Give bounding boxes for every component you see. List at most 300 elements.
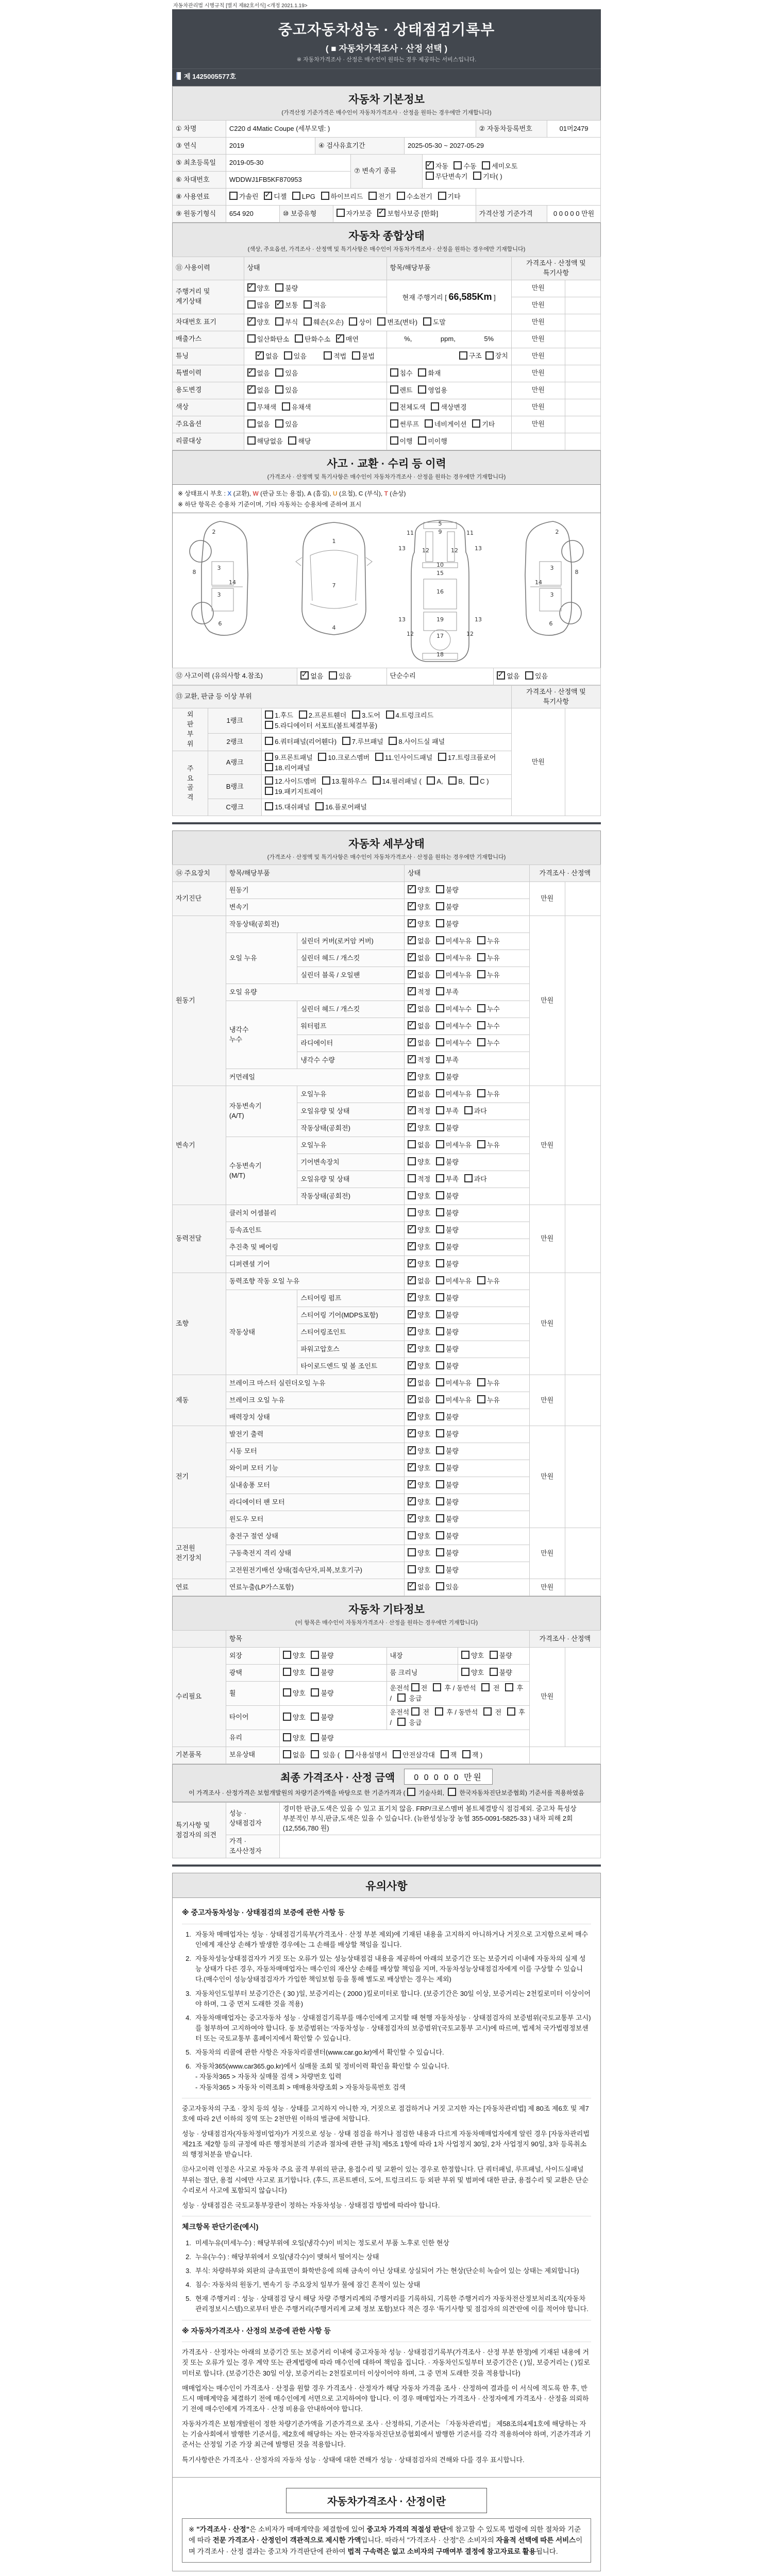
checkbox-cell[interactable]: ✓ 양호 불량 [405,1120,529,1137]
checkbox-unchecked[interactable] [438,192,446,200]
checkbox-checked[interactable] [336,334,344,343]
checkbox-cell[interactable]: ✓ 양호 불량 [405,1511,529,1528]
checkbox-unchecked[interactable] [311,1750,319,1758]
checkbox-checked[interactable] [408,987,416,995]
checkbox-unchecked[interactable] [299,710,307,719]
checkbox-unchecked[interactable] [368,192,377,200]
checkbox-unchecked[interactable] [436,1259,444,1267]
checkbox-cell[interactable]: ✓ 양호 불량 [405,899,529,916]
checkbox-cell[interactable]: ✓ 없음 미세누수 누수 [405,1001,529,1018]
checkbox-unchecked[interactable] [436,970,444,978]
checkbox-unchecked[interactable] [427,776,435,785]
checkbox-cell[interactable]: ✓ 없음 미세누유 누유 [405,1392,529,1409]
checkbox-unchecked[interactable] [436,1208,444,1216]
checkbox-unchecked[interactable] [411,1683,419,1691]
checkbox-checked[interactable] [408,902,416,910]
checkbox-unchecked[interactable] [436,1191,444,1199]
checkbox-unchecked[interactable] [247,419,256,428]
checkbox-unchecked[interactable] [426,172,434,180]
checkbox-unchecked[interactable] [247,300,256,309]
checkbox-checked[interactable] [408,1021,416,1029]
checkbox-unchecked[interactable] [436,1038,444,1046]
checkbox-checked[interactable] [408,1038,416,1046]
checkbox-unchecked[interactable] [324,351,332,360]
checkbox-unchecked[interactable] [436,1140,444,1148]
checkbox-checked[interactable] [377,209,385,217]
checkbox-cell[interactable]: ✓ 양호 불량 [405,1290,529,1307]
checkbox-unchecked[interactable] [436,1106,444,1114]
checkbox-cell[interactable]: 양호 불량 [405,1205,529,1222]
checkbox-checked[interactable] [247,368,256,377]
checkbox-cell[interactable]: ✓ 양호 불량 [405,1409,529,1426]
checkbox-unchecked[interactable] [436,1089,444,1097]
checkbox-unchecked[interactable] [473,172,481,180]
checkbox-checked[interactable] [408,970,416,978]
checkbox-checked[interactable] [408,1072,416,1080]
checkbox-unchecked[interactable] [436,1157,444,1165]
checkbox-cell[interactable]: ✓ 적정 부족 [405,1052,529,1069]
checkbox-cell[interactable]: ✓ 양호 불량 [405,1460,529,1477]
checkbox-unchecked[interactable] [342,737,350,745]
checkbox-unchecked[interactable] [436,1344,444,1352]
checkbox-cell[interactable]: ✓ 없음 미세누수 누수 [405,1018,529,1035]
checkbox-unchecked[interactable] [329,671,337,680]
checkbox-unchecked[interactable] [411,1707,419,1716]
checkbox-unchecked[interactable] [408,1531,416,1539]
checkbox-cell[interactable]: 일산화탄소 탄화수소 ✓매연 [244,331,386,348]
checkbox-checked[interactable] [247,385,256,394]
checkbox-cell[interactable]: ✓ 적정 부족 [405,984,529,1001]
checkbox-unchecked[interactable] [436,1225,444,1233]
checkbox-unchecked[interactable] [311,1668,319,1676]
checkbox-unchecked[interactable] [265,802,273,810]
checkbox-cell[interactable]: 양호 불량 [405,1154,529,1171]
checkbox-checked[interactable] [408,885,416,893]
checkbox-cell[interactable]: ✓ 없음 있음 [405,1579,529,1596]
checkbox-cell[interactable]: ✓ 양호 불량 [405,1256,529,1273]
checkbox-checked[interactable] [426,161,434,170]
checkbox-unchecked[interactable] [436,1361,444,1369]
notice-list-1 [182,1929,591,2093]
checkbox-unchecked[interactable] [375,753,383,761]
checkbox-cell[interactable]: ✓ 없음 있음 [494,668,601,685]
checkbox-unchecked[interactable] [431,402,439,411]
checkbox-unchecked[interactable] [283,1688,291,1697]
checkbox-unchecked[interactable] [288,436,296,445]
checkbox-unchecked[interactable] [265,776,273,785]
checkbox-unchecked[interactable] [477,1004,485,1012]
checkbox-cell[interactable]: ✓ 양호 불량 [405,916,529,933]
checkbox-cell[interactable]: 양호 불량 [405,1545,529,1562]
checkbox-cell[interactable]: ✓ 없음 미세누유 누유 [405,967,529,984]
checkbox-checked[interactable] [408,1412,416,1420]
checkbox-cell[interactable]: 많음 ✓보통 적음 [244,297,386,314]
checkbox-unchecked[interactable] [436,1004,444,1012]
checkbox-unchecked[interactable] [477,1089,485,1097]
value-cell: 오일누유 [297,1137,405,1154]
checkbox-cell[interactable]: ✓ 양호 불량 [405,1426,529,1443]
checkbox-checked[interactable] [408,953,416,961]
diagram-part-number-12: 12 [466,630,474,637]
checkbox-checked[interactable] [408,1378,416,1386]
checkbox-cell[interactable]: 양호 불량 [279,1665,386,1682]
checkbox-unchecked[interactable] [477,970,485,978]
checkbox-unchecked[interactable] [436,902,444,910]
checkbox-unchecked[interactable] [490,1651,498,1659]
checkbox-cell[interactable]: ✓ 없음 있음 [244,382,386,399]
checkbox-unchecked[interactable] [304,317,312,326]
checkbox-checked[interactable] [408,1395,416,1403]
checkbox-unchecked[interactable] [352,351,360,360]
checkbox-unchecked[interactable] [436,885,444,893]
checkbox-unchecked[interactable] [373,776,381,785]
checkbox-unchecked[interactable] [464,1106,473,1114]
checkbox-cell[interactable]: 1.후드 2.프론트휀더 3.도어 4.트렁크리드 5.라디에이터 서포트(볼트체결부품) [262,708,512,733]
checkbox-cell[interactable]: 해당없음 해당 [244,433,386,450]
checkbox-unchecked[interactable] [453,161,462,170]
checkbox-checked[interactable] [408,1293,416,1301]
checkbox-unchecked[interactable] [425,419,433,428]
checkbox-cell[interactable]: ✓ 양호 불량 [405,1307,529,1324]
checkbox-unchecked[interactable] [311,1651,319,1659]
checkbox-cell[interactable]: 무채색 유채색 [244,399,386,416]
checkbox-unchecked[interactable] [390,419,398,428]
checkbox-unchecked[interactable] [265,710,273,719]
checkbox-unchecked[interactable] [295,334,303,343]
checkbox-checked[interactable] [408,1004,416,1012]
checkbox-unchecked[interactable] [275,368,283,377]
checkbox-unchecked[interactable] [283,1668,291,1676]
checkbox-checked[interactable] [275,300,283,309]
checkbox-unchecked[interactable] [386,710,394,719]
checkbox-unchecked[interactable] [481,1683,490,1691]
checkbox-checked[interactable] [408,1123,416,1131]
value-cell: 배력장치 상태 [226,1409,404,1426]
checkbox-checked[interactable] [408,1089,416,1097]
checkbox-unchecked[interactable] [284,351,292,360]
checkbox-unchecked[interactable] [418,436,426,445]
checkbox-cell[interactable]: 전체도색 색상변경 [386,399,511,416]
checkbox-unchecked[interactable] [322,776,330,785]
checkbox-unchecked[interactable] [436,1310,444,1318]
checkbox-cell[interactable]: ✓자동 수동 세미오토 무단변속기 기타( ) [422,155,600,189]
checkbox-unchecked[interactable] [436,1463,444,1471]
checkbox-unchecked[interactable] [436,1072,444,1080]
checkbox-unchecked[interactable] [477,1276,485,1284]
checkbox-unchecked[interactable] [436,1174,444,1182]
checkbox-unchecked[interactable] [525,671,533,680]
checkbox-unchecked[interactable] [407,1788,415,1796]
checkbox-unchecked[interactable] [390,436,398,445]
notice-paragraph: 특기사항란은 가격조사 · 산정자의 자동차 성능 · 상태에 대한 견해가 성능 · 상태점검자의 견해와 다를 경우 표시합니다. [182,2455,525,2464]
checkbox-unchecked[interactable] [247,334,256,343]
checkbox-unchecked[interactable] [265,737,273,745]
checkbox-unchecked[interactable] [311,1713,319,1721]
checkbox-unchecked[interactable] [292,192,300,200]
checkbox-unchecked[interactable] [433,1683,441,1691]
checkbox-cell[interactable]: 없음 있음 [244,416,386,433]
checkbox-unchecked[interactable] [389,737,397,745]
checkbox-cell[interactable]: ✓ 없음 있음 [297,668,386,685]
checkbox-cell[interactable]: ✓ 양호 불량 [405,1443,529,1460]
checkbox-unchecked[interactable] [436,953,444,961]
checkbox-cell[interactable]: ✓ 없음 미세누유 누유 [405,1375,529,1392]
checkbox-unchecked[interactable] [304,300,312,309]
checkbox-cell[interactable]: ✓ 없음 있음 [244,365,386,382]
checkbox-cell[interactable]: ✓ 없음 미세누수 누수 [405,1035,529,1052]
checkbox-unchecked[interactable] [397,1718,406,1726]
checkbox-cell[interactable]: 썬루프 네비게이션 기타 [386,416,511,433]
checkbox-unchecked[interactable] [436,1276,444,1284]
checkbox-unchecked[interactable] [464,1174,473,1182]
checkbox-unchecked[interactable] [436,1429,444,1437]
checkbox-unchecked[interactable] [275,385,283,394]
checkbox-unchecked[interactable] [436,1497,444,1505]
label-cell: 배출가스 [173,331,244,348]
checkbox-unchecked[interactable] [462,1750,470,1758]
checkbox-cell[interactable]: 9.프론트패널 10.크로스멤버 11.인사이드패널 17.트렁크플로어 18.리어패널 [262,751,512,775]
checkbox-unchecked[interactable] [436,919,444,927]
checkbox-unchecked[interactable] [436,936,444,944]
checkbox-unchecked[interactable] [265,721,273,729]
checkbox-unchecked[interactable] [461,1668,469,1676]
checkbox-cell[interactable]: 이행 미이행 [386,433,511,450]
checkbox-checked[interactable] [408,1106,416,1114]
checkbox-checked[interactable] [408,1514,416,1522]
checkbox-unchecked[interactable] [321,192,329,200]
checkbox-cell[interactable]: 6.쿼터패널(리어휀다) 7.루브패널 8.사이드실 패널 [262,733,512,751]
checkbox-unchecked[interactable] [408,1174,416,1182]
checkbox-checked[interactable] [408,936,416,944]
checkbox-cell[interactable]: 자가보증 ✓보험사보증 [한화] [333,206,476,223]
checkbox-unchecked[interactable] [436,1548,444,1556]
checkbox-unchecked[interactable] [477,1021,485,1029]
checkbox-unchecked[interactable] [397,1693,406,1702]
checkbox-checked[interactable] [408,1276,416,1284]
checkbox-unchecked[interactable] [408,1565,416,1573]
checkbox-unchecked[interactable] [418,368,426,377]
checkbox-cell[interactable]: ✓ 양호 불량 [405,1341,529,1358]
checkbox-cell[interactable]: 렌트 영업용 [386,382,511,399]
checkbox-cell[interactable]: ✓ 없음 있음 적법 불법 [244,348,386,365]
checkbox-unchecked[interactable] [436,1395,444,1403]
checkbox-unchecked[interactable] [436,1514,444,1522]
checkbox-cell[interactable]: ✓ 양호 불량 [405,882,529,899]
checkbox-unchecked[interactable] [390,385,398,394]
checkbox-cell[interactable]: 양호 불량 [405,1562,529,1579]
checkbox-cell[interactable]: ✓ 양호 불량 [405,1324,529,1341]
checkbox-cell[interactable]: ✓ 양호 부식 훼손(오손) 상이 변조(변타) 도말 [244,314,511,331]
checkbox-checked[interactable] [256,351,264,360]
checkbox-unchecked[interactable] [418,385,426,394]
checkbox-checked[interactable] [408,1225,416,1233]
checkbox-cell[interactable]: ✓ 없음 미세누유 누유 [405,1086,529,1103]
checkbox-unchecked[interactable] [436,987,444,995]
checkbox-unchecked[interactable] [282,402,290,411]
checkbox-unchecked[interactable] [397,192,405,200]
checkbox-cell[interactable]: ✓ 없음 미세누유 누유 [405,933,529,950]
checkbox-unchecked[interactable] [438,753,446,761]
checkbox-unchecked[interactable] [485,351,494,360]
checkbox-cell[interactable]: 없음 미세누유 누유 [405,1137,529,1154]
checkbox-cell[interactable]: 양호 불량 [279,1705,386,1730]
checkbox-cell[interactable]: 양호 불량 [279,1648,386,1665]
checkbox-checked[interactable] [408,1446,416,1454]
checkbox-checked[interactable] [408,1055,416,1063]
checkbox-unchecked[interactable] [390,402,398,411]
checkbox-unchecked[interactable] [436,1021,444,1029]
checkbox-unchecked[interactable] [507,1707,515,1716]
checkbox-unchecked[interactable] [408,1157,416,1165]
checkbox-checked[interactable] [408,1463,416,1471]
checkbox-checked[interactable] [408,1429,416,1437]
checkbox-unchecked[interactable] [461,1651,469,1659]
checkbox-cell[interactable]: 없음 있음 ( 사용설명서 안전삼각대 잭 잭 ) [279,1747,529,1764]
checkbox-unchecked[interactable] [436,1531,444,1539]
checkbox-cell[interactable]: 양호 불량 [405,1528,529,1545]
checkbox-unchecked[interactable] [283,1750,291,1758]
checkbox-unchecked[interactable] [436,1293,444,1301]
checkbox-unchecked[interactable] [247,436,256,445]
checkbox-unchecked[interactable] [265,787,273,795]
checkbox-cell[interactable]: 양호 불량 [458,1665,530,1682]
checkbox-cell[interactable]: ✓ 양호 불량 [405,1358,529,1375]
checkbox-unchecked[interactable] [470,776,478,785]
checkbox-checked[interactable] [408,1344,416,1352]
checkbox-unchecked[interactable] [436,1123,444,1131]
checkbox-unchecked[interactable] [352,710,360,719]
checkbox-unchecked[interactable] [275,317,283,326]
checkbox-cell[interactable]: 15.대쉬패널 16.플로어패널 [262,799,512,816]
checkbox-cell[interactable]: 양호 불량 [405,1188,529,1205]
checkbox-cell[interactable]: ✓양호 불량 [244,280,386,297]
checkbox-unchecked[interactable] [377,317,385,326]
checkbox-unchecked[interactable] [477,936,485,944]
checkbox-unchecked[interactable] [477,953,485,961]
checkbox-unchecked[interactable] [436,1055,444,1063]
checkbox-unchecked[interactable] [283,1713,291,1721]
checkbox-unchecked[interactable] [349,317,357,326]
checkbox-cell[interactable]: ✓ 없음 미세누유 누유 [405,950,529,967]
checkbox-unchecked[interactable] [265,763,273,771]
final-price-note[interactable]: 이 가격조사 · 산정가격은 보험개발원의 차량기준가액을 바탕으로 한 기준가격과 ( 기술사회, 한국자동차진단보증협회) 기준서를 적용하였음 [178,1788,595,1798]
checkbox-checked[interactable] [408,1497,416,1505]
checkbox-unchecked[interactable] [315,802,324,810]
label-cell: B랭크 [208,775,262,799]
checkbox-checked[interactable] [408,1242,416,1250]
checkbox-unchecked[interactable] [408,1140,416,1148]
checkbox-unchecked[interactable] [283,1651,291,1659]
checkbox-unchecked[interactable] [448,776,457,785]
label-cell: 색상 [173,399,244,416]
checkbox-cell[interactable]: 양호 불량 [279,1730,529,1747]
checkbox-unchecked[interactable] [390,368,398,377]
checkbox-checked[interactable] [408,1361,416,1369]
checkbox-cell[interactable]: 운전석 전 후 / 동반석 전 후 / 응급 [386,1682,529,1706]
checkbox-checked[interactable] [408,1582,416,1590]
checkbox-unchecked[interactable] [345,1750,354,1758]
checkbox-unchecked[interactable] [229,192,238,200]
checkbox-unchecked[interactable] [490,1668,498,1676]
checkbox-cell[interactable]: ✓ 양호 불량 [405,1477,529,1494]
checkbox-unchecked[interactable] [436,1582,444,1590]
checkbox-cell[interactable]: 양호 불량 [458,1648,530,1665]
checkbox-cell[interactable]: ✓ 양호 불량 [405,1069,529,1086]
checkbox-checked[interactable] [247,283,256,292]
checkbox-unchecked[interactable] [441,1750,449,1758]
checkbox-unchecked[interactable] [408,1208,416,1216]
checkbox-unchecked[interactable] [408,1548,416,1556]
checkbox-cell[interactable]: 적정 부족 과다 [405,1171,529,1188]
checkbox-unchecked[interactable] [283,1733,291,1741]
checkbox-cell[interactable]: 양호 불량 [279,1682,386,1706]
checkbox-checked[interactable] [408,1259,416,1267]
header-cell: ⑬ 교환, 판금 등 이상 부위 [173,685,512,708]
checkbox-checked[interactable] [408,1480,416,1488]
checkbox-checked[interactable] [408,1310,416,1318]
checkbox-unchecked[interactable] [265,753,273,761]
checkbox-checked[interactable] [300,671,309,680]
checkbox-unchecked[interactable] [477,1395,485,1403]
checkbox-checked[interactable] [497,671,505,680]
checkbox-cell[interactable]: 침수 화재 [386,365,511,382]
checkbox-unchecked[interactable] [477,1378,485,1386]
checkbox-cell[interactable]: 구조 장치 [386,348,511,365]
checkbox-unchecked[interactable] [247,402,256,411]
price-cell: 만원 [511,297,565,314]
checkbox-checked[interactable] [408,919,416,927]
checkbox-unchecked[interactable] [435,1707,443,1716]
checkbox-cell[interactable]: ✓ 양호 불량 [405,1494,529,1511]
checkbox-unchecked[interactable] [393,1750,401,1758]
checkbox-cell[interactable]: ✓ 양호 불량 [405,1239,529,1256]
checkbox-unchecked[interactable] [459,351,467,360]
checkbox-cell[interactable]: 운전석 전 후 / 동반석 전 후 / 응급 [386,1705,529,1730]
checkbox-unchecked[interactable] [311,1688,319,1697]
checkbox-unchecked[interactable] [436,1446,444,1454]
checkbox-cell[interactable]: ✓ 없음 미세누유 누유 [405,1273,529,1290]
checkbox-unchecked[interactable] [436,1480,444,1488]
checkbox-cell[interactable]: 가솔린 ✓디젤 LPG 하이브리드 전기 수소전기 기타 [226,189,476,206]
checkbox-unchecked[interactable] [318,753,326,761]
checkbox-checked[interactable] [264,192,272,200]
checkbox-unchecked[interactable] [436,1378,444,1386]
checkbox-unchecked[interactable] [275,419,283,428]
overall-condition-table [172,257,601,450]
checkbox-unchecked[interactable] [275,283,283,292]
checkbox-unchecked[interactable] [436,1327,444,1335]
checkbox-unchecked[interactable] [311,1733,319,1741]
checkbox-cell[interactable]: ✓ 적정 부족 과다 [405,1103,529,1120]
checkbox-unchecked[interactable] [482,161,490,170]
checkbox-unchecked[interactable] [477,1038,485,1046]
checkbox-unchecked[interactable] [337,209,345,217]
checkbox-unchecked[interactable] [436,1565,444,1573]
checkbox-unchecked[interactable] [408,1191,416,1199]
checkbox-unchecked[interactable] [472,419,480,428]
checkbox-cell[interactable]: ✓ 양호 불량 [405,1222,529,1239]
checkbox-checked[interactable] [247,317,256,326]
checkbox-unchecked[interactable] [505,1683,513,1691]
checkbox-unchecked[interactable] [477,1140,485,1148]
checkbox-unchecked[interactable] [423,317,431,326]
checkbox-cell[interactable]: 12.사이드멤버 13.휠하우스 14.필러패널 ( A, B, C ) 19.패키지트레이 [262,775,512,799]
checkbox-unchecked[interactable] [436,1412,444,1420]
checkbox-checked[interactable] [408,1327,416,1335]
checkbox-unchecked[interactable] [436,1242,444,1250]
checkbox-unchecked[interactable] [448,1788,456,1796]
checkbox-unchecked[interactable] [483,1707,492,1716]
